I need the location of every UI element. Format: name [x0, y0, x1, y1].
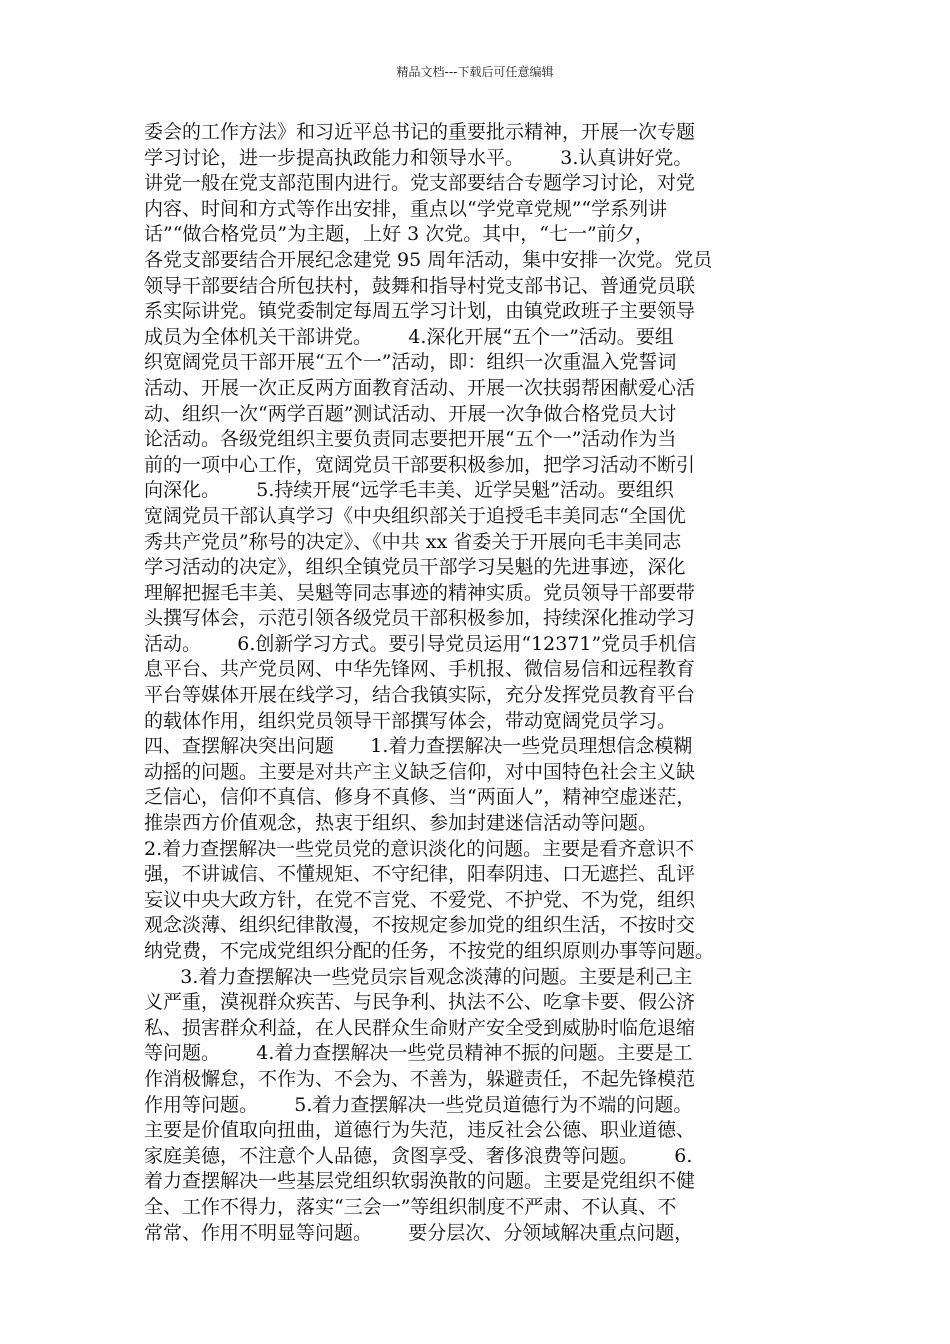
text-line: 活动、开展一次正反两方面教育活动、开展一次扶弱帮困献爱心活	[144, 376, 696, 399]
text-line: 讲党一般在党支部范围内进行。党支部要结合专题学习讨论，对党	[144, 172, 696, 195]
text-line: 学习活动的决定》，组织全镇党员干部学习吴魁的先进事迹，深化	[144, 556, 686, 579]
text-line: 息平台、共产党员网、中华先锋网、手机报、微信易信和远程教育	[144, 658, 696, 681]
text-line: 动、组织一次“两学百题”测试活动、开展一次争做合格党员大讨	[144, 402, 677, 425]
text-line: 观念淡薄、组织纪律散漫，不按规定参加党的组织生活，不按时交	[144, 914, 696, 937]
text-line: 学习讨论，进一步提高执政能力和领导水平。 3.认真讲好党。	[144, 146, 693, 169]
text-line: 家庭美德，不注意个人品德，贪图享受、奢侈浪费等问题。 6.	[144, 1144, 693, 1167]
text-line: 强，不讲诚信、不懂规矩、不守纪律，阳奉阴违、口无遮拦、乱评	[144, 863, 696, 886]
text-line: 作用等问题。 5.着力查摆解决一些党员道德行为不端的问题。	[144, 1093, 693, 1116]
text-line: 作消极懈怠，不作为、不会为、不善为，躲避责任，不起先锋模范	[144, 1067, 696, 1090]
text-line: 织宽阔党员干部开展“五个一”活动，即：组织一次重温入党誓词	[144, 351, 677, 374]
text-line: 纳党费，不完成党组织分配的任务，不按党的组织原则办事等问题。	[144, 940, 715, 962]
text-line: 主要是价值取向扭曲，道德行为失范，违反社会公德、职业道德、	[144, 1119, 696, 1142]
text-line: 推崇西方价值观念，热衷于组织、参加封建迷信活动等问题。	[144, 812, 658, 835]
text-line: 平台等媒体开展在线学习，结合我镇实际，充分发挥党员教育平台	[144, 684, 696, 707]
text-line: 理解把握毛丰美、吴魁等同志事迹的精神实质。党员领导干部要带	[144, 581, 696, 604]
text-line: 向深化。 5.持续开展“远学毛丰美、近学吴魁”活动。要组织	[144, 479, 674, 502]
text-line: 系实际讲党。镇党委制定每周五学习计划，由镇党政班子主要领导	[144, 300, 696, 323]
text-line: 着力查摆解决一些基层党组织软弱涣散的问题。主要是党组织不健	[144, 1170, 696, 1193]
text-line: 乏信心，信仰不真信、修身不真修、当“两面人”，精神空虚迷茫，	[144, 786, 696, 809]
text-line: 成员为全体机关干部讲党。 4.深化开展“五个一”活动。要组	[144, 325, 674, 348]
text-line: 领导干部要结合所包扶村，鼓舞和指导村党支部书记、普通党员联	[144, 274, 696, 297]
text-line: 3.着力查摆解决一些党员宗旨观念淡薄的问题。主要是利己主	[144, 965, 693, 988]
text-line: 的载体作用，组织党员领导干部撰写体会，带动宽阔党员学习。	[144, 709, 677, 732]
text-line: 义严重，漠视群众疾苦、与民争利、执法不公、吃拿卡要、假公济	[144, 991, 696, 1014]
text-line: 论活动。各级党组织主要负责同志要把开展“五个一”活动作为当	[144, 428, 677, 451]
text-line: 委会的工作方法》和习近平总书记的重要批示精神，开展一次专题	[144, 121, 696, 143]
text-line: 话”“做合格党员”为主题，上好 3 次党。其中，“七一”前夕，	[144, 223, 654, 246]
text-line: 妄议中央大政方针，在党不言党、不爱党、不护党、不为党，组织	[144, 888, 696, 911]
text-line: 宽阔党员干部认真学习《中央组织部关于追授毛丰美同志“全国优	[144, 504, 686, 527]
text-line: 动摇的问题。主要是对共产主义缺乏信仰，对中国特色社会主义缺	[144, 760, 696, 783]
text-line: 活动。 6.创新学习方式。要引导党员运用“12371”党员手机信	[144, 632, 697, 655]
text-line: 前的一项中心工作，宽阔党员干部要积极参加，把学习活动不断引	[144, 453, 696, 476]
text-line: 四、查摆解决突出问题 1.着力查摆解决一些党员理想信念模糊	[144, 735, 693, 758]
text-line: 常常、作用不明显等问题。 要分层次、分领域解决重点问题，	[144, 1221, 694, 1244]
text-line: 全、工作不得力，落实“三会一”等组织制度不严肃、不认真、不	[144, 1195, 677, 1218]
text-line: 秀共产党员”称号的决定》、《中共 xx 省委关于开展向毛丰美同志	[144, 530, 682, 553]
text-line: 等问题。 4.着力查摆解决一些党员精神不振的问题。主要是工	[144, 1042, 693, 1065]
text-line: 2.着力查摆解决一些党员党的意识淡化的问题。主要是看齐意识不	[144, 837, 695, 860]
document-body	[144, 120, 824, 1246]
text-line: 内容、时间和方式等作出安排，重点以“学党章党规”“学系列讲	[144, 197, 668, 220]
text-line: 私、损害群众利益，在人民群众生命财产安全受到威胁时临危退缩	[144, 1016, 696, 1039]
text-line: 各党支部要结合开展纪念建党 95 周年活动，集中安排一次党。党员	[144, 248, 713, 271]
page-header: 精品文档---下载后可任意编辑	[396, 65, 554, 79]
text-line: 头撰写体会，示范引领各级党员干部积极参加，持续深化推动学习	[144, 607, 696, 630]
